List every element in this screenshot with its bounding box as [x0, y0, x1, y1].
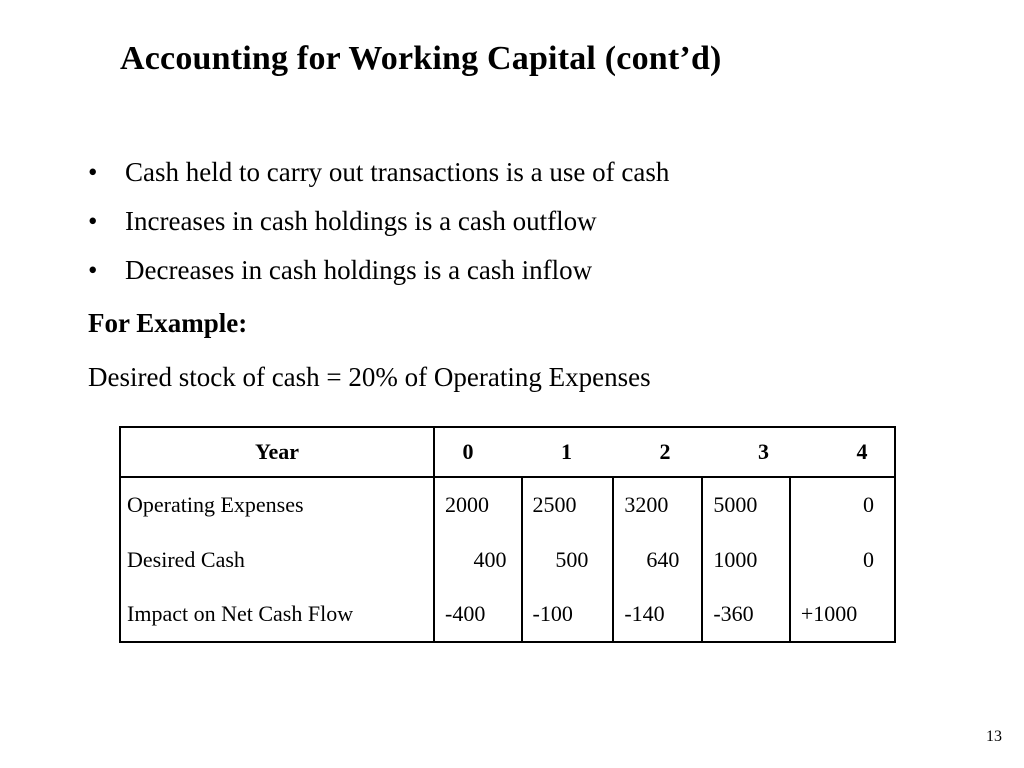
table-cell: 400 [434, 532, 522, 587]
row-label: Impact on Net Cash Flow [127, 601, 354, 626]
bullet-icon: • [88, 157, 98, 187]
table-cell: 5000 [702, 477, 790, 532]
table-cell: 0 [790, 477, 895, 532]
year-2: 2 [659, 439, 671, 464]
table-cell: 2000 [434, 477, 522, 532]
slide-title: Accounting for Working Capital (cont’d) [120, 40, 722, 77]
year-4: 4 [856, 439, 868, 464]
row-label: Operating Expenses [127, 492, 304, 517]
table-row [120, 587, 895, 642]
year-header: Year [255, 439, 299, 464]
example-text: Desired stock of cash = 20% of Operating Expenses [88, 362, 651, 392]
table-cell: 2500 [522, 477, 614, 532]
bullet-item [88, 150, 669, 199]
table-cell: 640 [613, 532, 702, 587]
table-cell: -400 [434, 587, 522, 642]
table-cell: -360 [702, 587, 790, 642]
bullet-icon: • [88, 255, 98, 285]
page-number: 13 [986, 728, 1002, 745]
bullet-text: Cash held to carry out transactions is a use of cash [125, 157, 670, 187]
table-row [120, 532, 895, 587]
table-cell: 1000 [702, 532, 790, 587]
bullet-icon: • [88, 206, 98, 236]
table-header-row [120, 427, 895, 477]
example-label: For Example: [88, 308, 248, 338]
year-0: 0 [462, 439, 474, 464]
year-values-header [434, 427, 895, 477]
bullet-item [88, 199, 669, 248]
table-row [120, 477, 895, 532]
table-cell: 500 [522, 532, 614, 587]
table-cell: 3200 [613, 477, 702, 532]
bullet-text: Increases in cash holdings is a cash outflow [125, 206, 597, 236]
table-cell: 0 [790, 532, 895, 587]
bullet-item [88, 248, 669, 297]
row-label: Desired Cash [127, 546, 245, 572]
table-cell: -140 [613, 587, 702, 642]
bullet-list [88, 150, 669, 297]
table-cell: +1000 [790, 587, 895, 642]
bullet-text: Decreases in cash holdings is a cash inflow [125, 255, 593, 285]
year-1: 1 [561, 439, 572, 464]
cash-flow-table [119, 426, 896, 643]
table-cell: -100 [522, 587, 614, 642]
year-3: 3 [758, 439, 769, 464]
